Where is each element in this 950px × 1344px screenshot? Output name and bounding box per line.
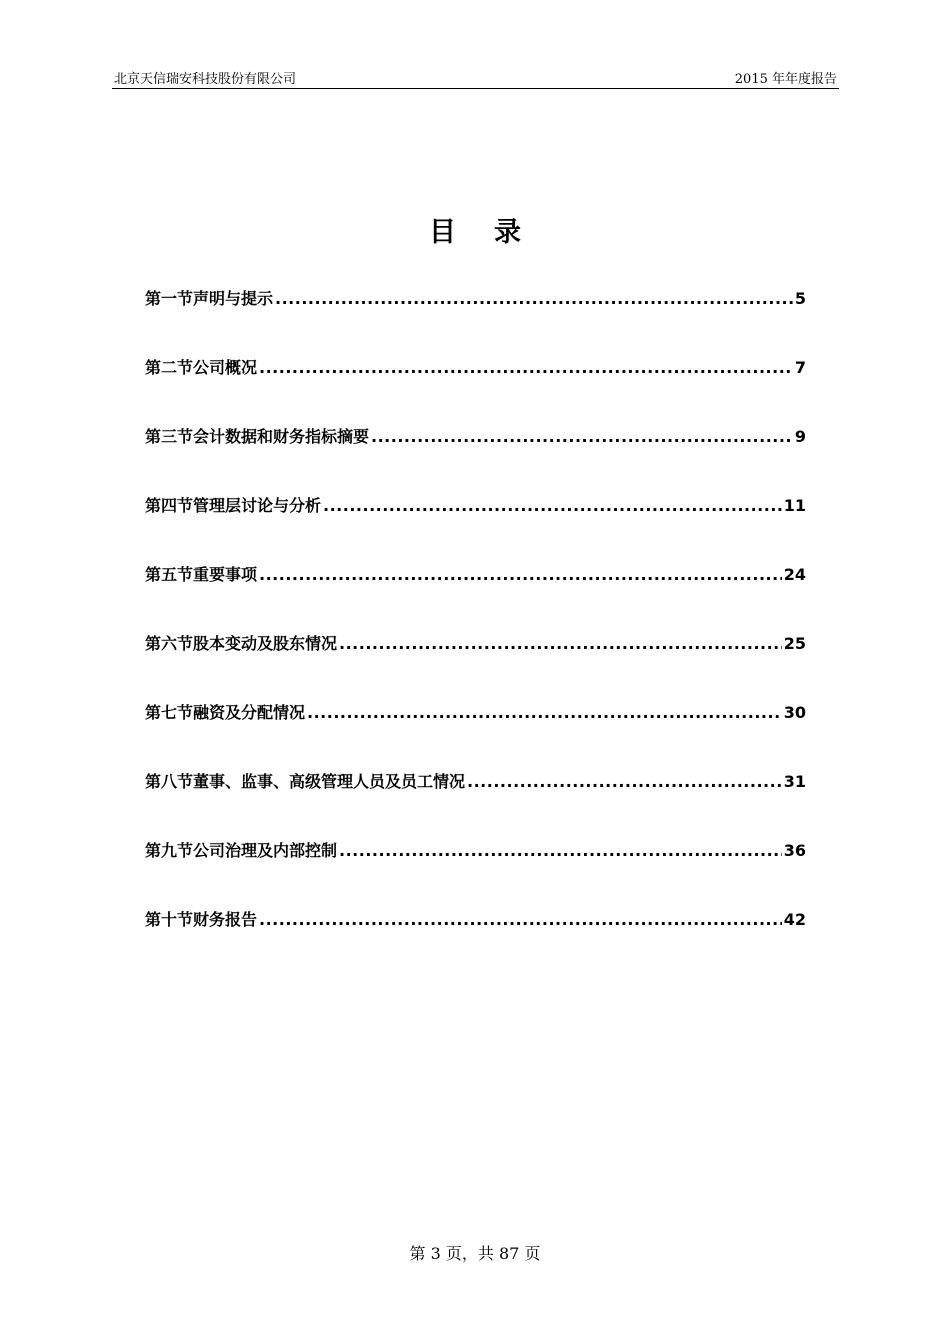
- toc-entry[interactable]: [145, 631, 806, 700]
- toc-entry[interactable]: [145, 562, 806, 631]
- header-report-title: 2015 年年度报告: [734, 72, 837, 87]
- toc-entry-page: 7: [794, 358, 806, 377]
- toc-entry-label: 第一节声明与提示: [145, 289, 274, 308]
- toc-entry-label: 第五节重要事项: [145, 565, 258, 584]
- toc-entry-label: 第二节公司概况: [145, 358, 258, 377]
- toc-entry-label: 第八节董事、监事、高级管理人员及员工情况: [145, 772, 466, 791]
- header-company-name: 北京天信瑞安科技股份有限公司: [114, 72, 297, 87]
- toc-entry[interactable]: [145, 700, 806, 769]
- toc-entry-page: 30: [783, 703, 806, 722]
- toc-entry[interactable]: [145, 838, 806, 907]
- toc-entry-page: 24: [783, 565, 806, 584]
- toc-dot-leader: [371, 427, 793, 446]
- toc-dot-leader: [259, 910, 782, 929]
- toc-entry-label: 第七节融资及分配情况: [145, 703, 306, 722]
- toc-entry-page: 11: [783, 496, 806, 515]
- toc-entry-page: 42: [783, 910, 806, 929]
- toc-dot-leader: [467, 772, 782, 791]
- toc-entry-page: 9: [794, 427, 806, 446]
- toc-entry-page: 36: [783, 841, 806, 860]
- toc-entry[interactable]: [145, 424, 806, 493]
- toc-entry-page: 31: [783, 772, 806, 791]
- toc-dot-leader: [259, 358, 793, 377]
- toc-title: 目录: [429, 217, 559, 248]
- toc-entry-page: 25: [783, 634, 806, 653]
- page-footer: 第 3 页，共 87 页: [409, 1244, 541, 1263]
- toc-dot-leader: [339, 841, 782, 860]
- toc-entry-label: 第三节会计数据和财务指标摘要: [145, 427, 370, 446]
- toc-list: [145, 286, 806, 976]
- toc-entry[interactable]: [145, 493, 806, 562]
- toc-entry[interactable]: [145, 286, 806, 355]
- toc-entry-label: 第六节股本变动及股东情况: [145, 634, 338, 653]
- page-header: [112, 66, 839, 89]
- toc-entry-label: 第四节管理层讨论与分析: [145, 496, 322, 515]
- toc-entry[interactable]: [145, 355, 806, 424]
- toc-dot-leader: [259, 565, 782, 584]
- toc-dot-leader: [307, 703, 782, 722]
- toc-entry[interactable]: [145, 769, 806, 838]
- toc-entry[interactable]: [145, 907, 806, 976]
- toc-dot-leader: [275, 289, 793, 308]
- toc-dot-leader: [339, 634, 782, 653]
- toc-entry-label: 第九节公司治理及内部控制: [145, 841, 338, 860]
- toc-dot-leader: [323, 496, 782, 515]
- toc-entry-label: 第十节财务报告: [145, 910, 258, 929]
- toc-entry-page: 5: [794, 289, 806, 308]
